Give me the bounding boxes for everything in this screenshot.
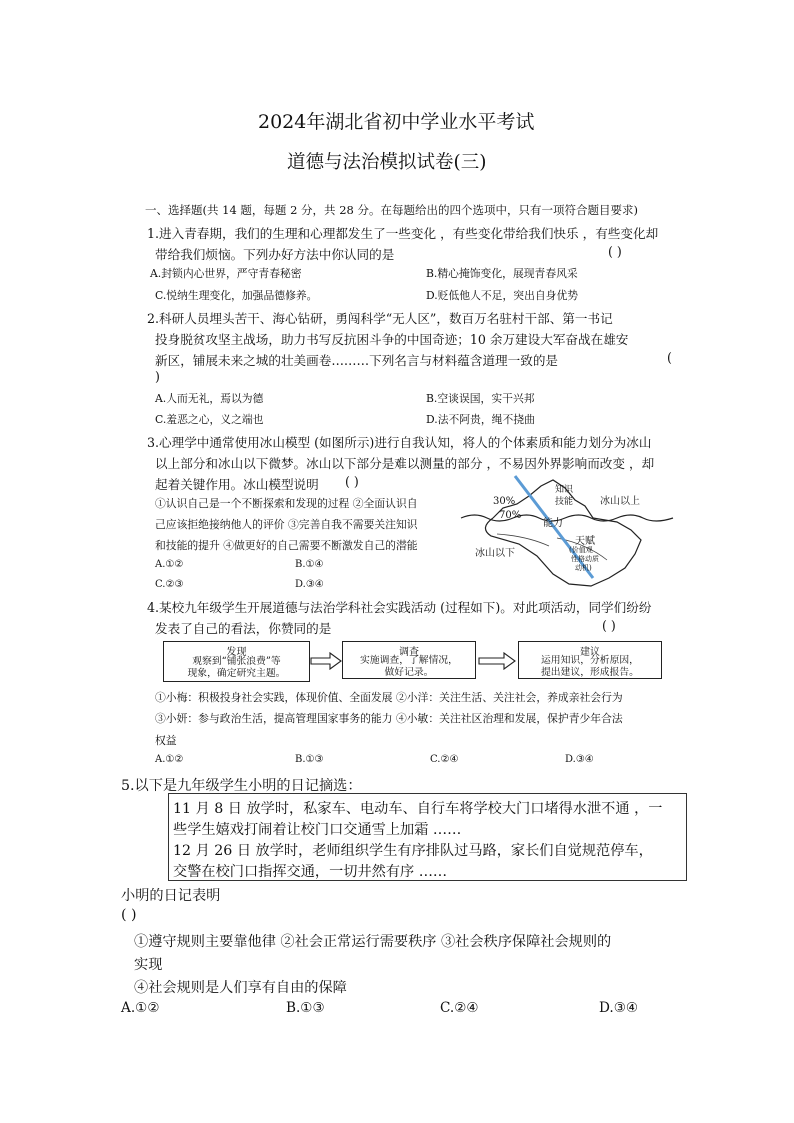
q2-paren-right: ): [155, 369, 160, 384]
q4-statement-2: ③小妍：参与政治生活，提高管理国家事务的能力 ④小敏：关注社区治理和发展，保护青少年合法: [155, 712, 623, 725]
q1-stem-line1: 1.进入青春期，我们的生理和心理都发生了一些变化 ，有些变化带给我们快乐 ，有些变化却: [147, 226, 659, 241]
q2-option-c: C.羞恶之心，义之端也: [155, 413, 264, 426]
label-above-water: 冰山以上: [600, 496, 640, 507]
flow-step-text-2: 现象，确定研究主题。: [187, 668, 286, 679]
q2-option-a: A.人而无礼，焉以为德: [155, 392, 264, 405]
flow-step-text-2: 做好记录。: [384, 667, 434, 678]
label-values-1: (价值观: [569, 546, 593, 554]
section-heading: 一、选择题(共 14 题，每题 2 分，共 28 分。在每题给出的四个选项中，只有一项符合题目要求): [145, 203, 638, 217]
q1-option-b: B.精心掩饰变化，展现青春风采: [426, 267, 578, 280]
exam-subtitle: 道德与法治模拟试卷(三): [287, 152, 487, 173]
arrow-right-icon: [310, 651, 342, 675]
q5-answer-paren: ( ): [121, 907, 137, 923]
exam-title: 2024年湖北省初中学业水平考试: [258, 111, 535, 133]
q3-stem-line3: 起着关键作用。冰山模型说明: [155, 477, 319, 492]
q4-option-a: A.①②: [155, 754, 184, 765]
q2-option-b: B.空谈误国，实干兴邦: [426, 392, 535, 405]
q3-option-a: A.①②: [155, 559, 184, 570]
iceberg-figure: [457, 474, 679, 594]
flow-step-survey: [342, 641, 476, 679]
q5-option-d: D.③④: [599, 1000, 639, 1016]
q5-option-a: A.①②: [121, 1000, 160, 1016]
flow-step-text-1: 实施调查，了解情况，: [360, 655, 458, 666]
q2-stem-line1: 2.科研人员埋头苦干、海心钻研，勇闯科学“无人区”，数百万名驻村干部、第一书记: [147, 311, 613, 326]
q4-option-d: D.③④: [565, 754, 594, 765]
flow-step-title: 建议: [580, 647, 600, 658]
q5-intro: 5.以下是九年级学生小明的日记摘选：: [121, 778, 362, 794]
label-below-water: 冰山以下: [475, 548, 515, 559]
q4-option-c: C.②④: [430, 754, 459, 765]
label-skill: 技能: [555, 497, 574, 507]
q5-option-c: C.②④: [440, 1000, 479, 1016]
q4-stem-line2: 发表了自己的看法，你赞同的是: [155, 621, 332, 636]
flow-step-text-2: 提出建议，形成报告。: [541, 667, 639, 678]
flow-step-text-1: 观察到“铺张浪费”等: [192, 656, 281, 667]
q1-answer-paren: ( ): [608, 244, 622, 259]
diary-line-3: 12 月 26 日 放学时，老师组织学生有序排队过马路，家长们自觉规范停车，: [173, 843, 653, 859]
q5-stem: 小明的日记表明: [121, 888, 221, 904]
q3-stem-line1: 3.心理学中通常使用冰山模型 (如图所示)进行自我认知，将人的个体素质和能力划分为冰山: [147, 435, 652, 450]
diary-line-4: 交警在校门口指挥交通，一切井然有序 ……: [173, 864, 448, 880]
label-pct-above: 30%: [493, 496, 516, 507]
q4-statement-3: 权益: [155, 734, 177, 747]
diary-excerpt-box: [168, 793, 687, 881]
q3-option-d: D.③④: [295, 579, 324, 590]
flow-step-title: 调查: [399, 647, 419, 658]
label-talent: 天赋: [575, 536, 595, 547]
label-pct-below: 70%: [499, 510, 522, 521]
q5-statement-1-cont: 实现: [134, 957, 163, 973]
q2-stem-line2: 投身脱贫攻坚主战场，助力书写反抗困斗争的中国奇迹；10 余万建设大军奋战在雄安: [155, 332, 629, 347]
diary-line-2: 些学生嬉戏打闹着让校门口交通雪上加霜 ……: [173, 822, 462, 838]
q3-statement-2: 己应该拒绝接纳他人的评价 ③完善自我不需要关注知识: [155, 518, 418, 531]
label-values-2: 性格动质: [571, 555, 599, 563]
label-ability: 能力: [543, 518, 563, 529]
arrow-right-icon: [478, 651, 516, 675]
q4-stem-line1: 4.某校九年级学生开展道德与法治学科社会实践活动 (过程如下)。对此项活动，同学们纷纷: [147, 600, 652, 615]
q3-statement-3: 和技能的提升 ④做更好的自己需要不断激发自己的潜能: [155, 539, 418, 552]
q1-stem-line2: 带给我们烦恼。下列办好方法中你认同的是: [155, 247, 395, 262]
q5-statement-2: ④社会规则是人们享有自由的保障: [134, 980, 347, 996]
diary-line-1: 11 月 8 日 放学时，私家车、电动车、自行车将学校大门口堵得水泄不通 ，一: [173, 801, 663, 817]
q1-option-c: C.悦纳生理变化，加强品德修养。: [155, 289, 318, 302]
q1-option-a: A.封锁内心世界，严守青春秘密: [150, 267, 302, 280]
q5-statement-1: ①遵守规则主要靠他律 ②社会正常运行需要秩序 ③社会秩序保障社会规则的: [134, 934, 612, 950]
q4-option-b: B.①③: [295, 754, 324, 765]
q4-statement-1: ①小梅：积极投身社会实践，体现价值、全面发展 ②小洋：关注生活、关注社会，养成亲社会行为: [155, 691, 623, 704]
q1-option-d: D.贬低他人不足，突出自身优势: [426, 289, 579, 302]
flow-step-title: 发现: [226, 647, 247, 658]
q5-option-b: B.①③: [286, 1000, 325, 1016]
q3-option-c: C.②③: [155, 579, 184, 590]
q3-answer-paren: ( ): [345, 474, 359, 489]
q4-answer-paren: ( ): [602, 618, 616, 633]
q3-option-b: B.①④: [295, 559, 324, 570]
q3-stem-line2: 以上部分和冰山以下微梦。冰山以下部分是难以测量的部分 ，不易因外界影响而改变 ，却: [155, 456, 655, 471]
q2-option-d: D.法不阿贵，绳不挠曲: [426, 413, 535, 426]
q2-stem-line3: 新区，铺展未来之城的壮美画卷………下列名言与材料蕴含道理一致的是: [155, 353, 558, 368]
q3-statement-1: ①认识自己是一个不断探索和发现的过程 ②全面认识自: [155, 497, 418, 510]
flow-step-suggest: [518, 641, 662, 679]
flow-step-discover: [163, 641, 310, 682]
label-knowledge: 知识: [555, 485, 574, 495]
label-values-3: 动机): [575, 564, 592, 572]
flow-step-text-1: 运用知识，分析原因，: [541, 655, 639, 666]
q2-paren-left: (: [667, 350, 672, 365]
